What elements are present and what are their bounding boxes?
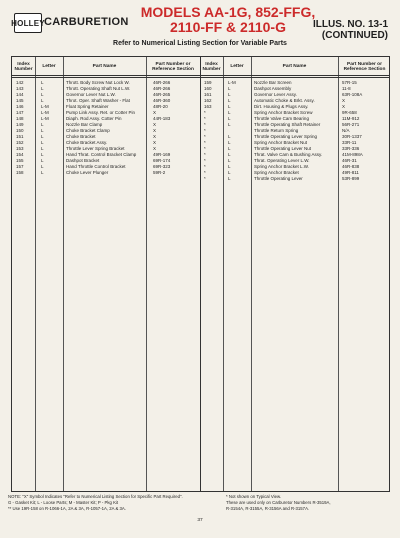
index-cell: 158 (16, 170, 24, 175)
part-number-cell: 30R-1337 (342, 134, 362, 139)
part-name-cell: Throttle Operating Lever Nut (254, 146, 312, 151)
index-cell: * (204, 146, 206, 151)
models-line-1: MODELS AA-1G, 852-FFG, (140, 4, 316, 20)
index-cell: * (204, 134, 206, 139)
part-number-cell: 46R-838 (342, 164, 360, 169)
index-cell: * (204, 116, 206, 121)
part-name-cell: Float Spring Retainer (66, 104, 109, 109)
header-part-name: Part Name (282, 64, 307, 70)
part-name-cell: Choke Bracket Clamp (66, 128, 110, 133)
part-name-cell: Choke Bracket Assy. (66, 140, 108, 145)
col-divider (223, 57, 224, 491)
index-cell: * (204, 158, 206, 163)
index-cell: 163 (204, 104, 212, 109)
part-name-cell: Governor Lever Assy. (254, 92, 297, 97)
part-name-cell: Throttle Valve Cam Bearing (254, 116, 309, 121)
letter-cell: L (228, 122, 231, 127)
part-number-cell: 49R-169 (153, 152, 171, 157)
illustration-number (313, 19, 388, 41)
index-cell: 161 (204, 92, 212, 97)
letter-cell: L (41, 92, 44, 97)
letter-cell: L (228, 146, 231, 151)
letter-cell: L (228, 170, 231, 175)
part-name-cell: Spring Anchor Bracket Nut (254, 140, 308, 145)
part-number-cell: 59R-2 (153, 170, 166, 175)
header-rule (12, 75, 389, 76)
index-cell: 144 (16, 92, 24, 97)
part-number-cell: 33R-11 (342, 140, 357, 145)
letter-cell: L (228, 110, 231, 115)
letter-cell: L (228, 104, 231, 109)
part-name-cell: Thrott. Body Screw Nut Lock W. (66, 80, 130, 85)
part-name-cell: Thrat. Operating Lever L.W. (254, 158, 310, 163)
part-number-cell: 69R-323 (153, 164, 171, 169)
letter-cell: L (228, 134, 231, 139)
letter-cell: L (228, 116, 231, 121)
footer-notes (8, 494, 208, 511)
index-cell: 160 (204, 86, 212, 91)
part-number-cell: X (342, 104, 346, 109)
letter-cell: L (41, 152, 44, 157)
part-number-cell: X (153, 110, 157, 115)
part-number-cell: 33R-336 (342, 146, 360, 151)
part-number-cell: 46R-31 (342, 158, 357, 163)
part-number-cell: N/A (342, 128, 350, 133)
letter-cell: L (228, 140, 231, 145)
index-cell: * (204, 152, 206, 157)
refer-note: Refer to Numerical Listing Section for Variable Parts (113, 40, 287, 47)
footer-notes-right (226, 494, 396, 511)
illus-line-1: ILLUS. NO. 13-1 (312, 19, 388, 30)
index-cell: 147 (16, 110, 24, 115)
part-name-cell: Spring Anchor Bracket L.W. (254, 164, 310, 169)
part-name-cell: Throttle Return Spring (254, 128, 299, 133)
parts-table (11, 56, 390, 492)
part-number-cell: 46R-360 (153, 98, 171, 103)
index-cell: 143 (16, 86, 24, 91)
index-cell: 149 (16, 122, 24, 127)
table-center-divider (200, 57, 201, 491)
index-cell: 146 (16, 104, 24, 109)
part-name-cell: Dirt. Housing & Plugs Assy. (254, 104, 309, 109)
index-cell: 152 (16, 140, 24, 145)
section-title: CARBURETION (44, 16, 129, 28)
letter-cell: L (41, 134, 44, 139)
letter-cell: L-M (41, 104, 49, 109)
part-number-cell: 48R-20 (153, 104, 168, 109)
illus-line-2: (CONTINUED) (321, 30, 388, 41)
index-cell: 162 (204, 98, 212, 103)
index-cell: 154 (16, 152, 24, 157)
letter-cell: L (41, 140, 44, 145)
index-cell: 142 (16, 80, 24, 85)
letter-cell: L (41, 164, 44, 169)
part-number-cell: X (153, 122, 157, 127)
part-number-cell: 46R-266 (153, 86, 171, 91)
index-cell: * (204, 176, 206, 181)
header-part-number: Part Number or Reference Section (343, 61, 386, 72)
part-name-cell: Throt. Oper. Shaft Washer - Flat (66, 98, 130, 103)
index-cell: 150 (16, 128, 24, 133)
part-name-cell: Automatic Choke & Brkt. Assy. (254, 98, 315, 103)
part-name-cell: Spring Anchor Bracket Screw (254, 110, 313, 115)
part-number-cell: 53R-899 (342, 176, 360, 181)
page-number: 37 (197, 518, 203, 523)
index-cell: 159 (204, 80, 212, 85)
part-name-cell: Governor Lever Nut L.W. (66, 92, 116, 97)
part-number-cell: 49R-811 (342, 170, 359, 175)
part-number-cell: 57R-15 (342, 80, 357, 85)
part-number-cell: 69R-174 (153, 158, 171, 163)
index-cell: 153 (16, 146, 24, 151)
part-name-cell: Thrat. Valve Cam & Bushing Assy. (254, 152, 323, 157)
col-divider (35, 57, 36, 491)
part-name-cell: Nozzle Bar Clamp (66, 122, 103, 127)
index-cell: * (204, 110, 206, 115)
letter-cell: L (41, 158, 44, 163)
letter-cell: L-M (228, 80, 236, 85)
part-number-cell: 41M-898A (342, 152, 363, 157)
part-number-cell: 63R-108A (342, 92, 363, 97)
header-index: Index Number (202, 61, 221, 72)
models-title (128, 5, 328, 35)
part-name-cell: Throttle Lever Spring Bracket (66, 146, 125, 151)
index-cell: * (204, 170, 206, 175)
part-number-cell: 11M-912 (342, 116, 360, 121)
letter-cell: L (41, 98, 44, 103)
letter-cell: L (41, 128, 44, 133)
part-name-cell: Nozzle Bar Screen (254, 80, 292, 85)
note-line: ** Use 19R-158 on R-1066-1A, 2A & 3A, R-1057-1A, 2A & 3A. (8, 505, 126, 511)
part-name-cell: Throttle Operating Shaft Retainer (254, 122, 321, 127)
letter-cell: L-M (41, 116, 49, 121)
header-part-number: Part Number or Reference Section (152, 61, 194, 72)
note-line: NOTE: "X" Symbol Indicates "Refer to Numerical Listing Section for Specific Part Required". (8, 494, 183, 499)
part-number-cell: 46R-265 (153, 92, 171, 97)
part-name-cell: Thrott. Operating Shaft Nut L.W. (66, 86, 131, 91)
holley-logo: HOLLEY (14, 13, 42, 33)
index-cell: 151 (16, 134, 24, 139)
part-number-cell: 9R-658 (342, 110, 357, 115)
part-name-cell: Throttle Operating Lever Spring (254, 134, 318, 139)
part-name-cell: Dashpot Assembly (254, 86, 292, 91)
part-number-cell: 44R-183 (153, 116, 171, 121)
part-number-cell: X (153, 134, 157, 139)
index-cell: * (204, 140, 206, 145)
letter-cell: L (228, 164, 231, 169)
part-name-cell: Throttle Operating Lever (254, 176, 303, 181)
letter-cell: L (41, 86, 44, 91)
header-index: Index Number (14, 61, 33, 72)
note-line: These are used only on Carburetor Numbers R-3519A, (226, 499, 331, 505)
part-number-cell: X (342, 98, 346, 103)
part-name-cell: Choke Bracket (66, 134, 96, 139)
part-name-cell: Diaph. Rod Assy. Cotter Pin (66, 116, 122, 121)
part-number-cell: X (153, 146, 157, 151)
part-number-cell: X (153, 128, 157, 133)
note-line: R-3154A, R-3155A, R-3156A and R-3157A. (226, 505, 310, 511)
part-name-cell: Spring Anchor Bracket (254, 170, 299, 175)
part-name-cell: Dashpot Bracket (66, 158, 100, 163)
col-divider (251, 57, 252, 491)
letter-cell: L (41, 122, 44, 127)
letter-cell: L (228, 158, 231, 163)
letter-cell: L (41, 170, 44, 175)
header-letter: Letter (230, 64, 244, 70)
models-line-2: 2110-FF & 2110-G (170, 19, 286, 35)
index-cell: 145 (16, 98, 24, 103)
letter-cell: L-M (41, 110, 49, 115)
header-part-name: Part Name (92, 64, 117, 70)
index-cell: 157 (16, 164, 24, 169)
part-number-cell: 56R-271 (342, 122, 360, 127)
col-divider (146, 57, 147, 491)
part-name-cell: Pump Link Assy. Ret. or Cotter Pin (66, 110, 135, 115)
index-cell: * (204, 122, 206, 127)
part-name-cell: Choke Lever Plunger (66, 170, 109, 175)
index-cell: 155 (16, 158, 24, 163)
index-cell: * (204, 128, 206, 133)
index-cell: * (204, 164, 206, 169)
header-letter: Letter (42, 64, 56, 70)
index-cell: 148 (16, 116, 24, 121)
col-divider (63, 57, 64, 491)
letter-cell: L (228, 176, 231, 181)
letter-cell: L (41, 80, 44, 85)
col-divider (338, 57, 339, 491)
letter-cell: L (228, 98, 231, 103)
header-rule (12, 77, 389, 78)
letter-cell: L (41, 146, 44, 151)
part-number-cell: 46R-266 (153, 80, 171, 85)
part-number-cell: 11-8 (342, 86, 351, 91)
note-line: G - Gasket Kit; L - Loose Parts; M - Master Kit; P - Pkg Kit (8, 499, 119, 505)
note-line: * Not shown on Typical View. (226, 494, 282, 499)
part-name-cell: Hand Throttle Control Bracket (66, 164, 126, 169)
part-number-cell: X (153, 140, 157, 145)
letter-cell: L (228, 152, 231, 157)
part-name-cell: Hand Thrat. Control Bracket Clamp (66, 152, 137, 157)
letter-cell: L (228, 92, 231, 97)
letter-cell: L (228, 86, 231, 91)
